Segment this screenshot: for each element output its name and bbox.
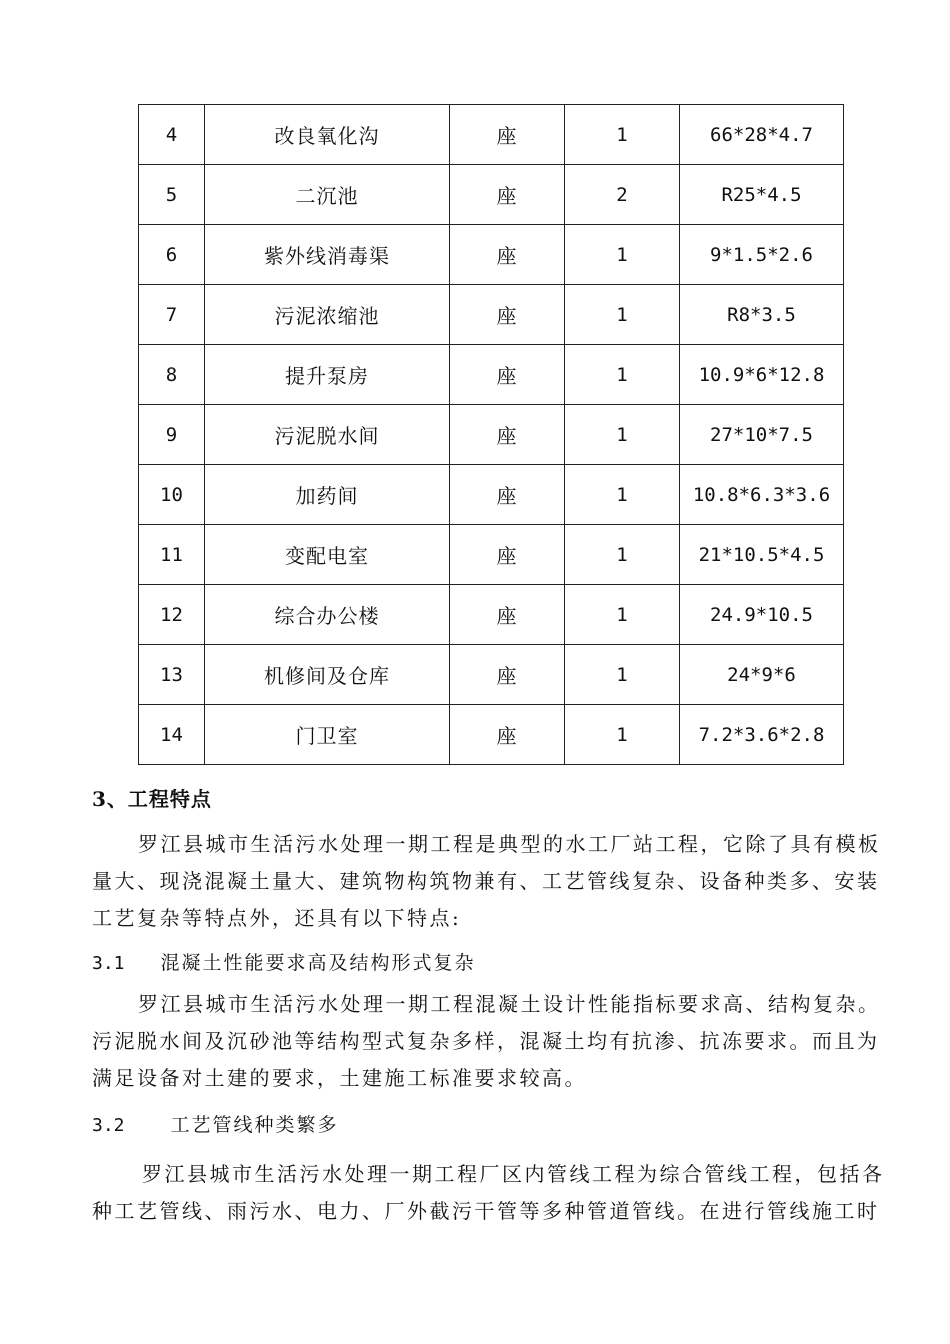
facility-name-cell: 改良氧化沟 [205,105,450,165]
unit-cell: 座 [450,285,565,345]
row-number-cell: 10 [139,465,205,525]
quantity-cell: 1 [565,465,680,525]
facility-name-cell: 污泥脱水间 [205,405,450,465]
unit-cell: 座 [450,165,565,225]
subsection-3-2-number: 3.2 [92,1115,125,1136]
unit-cell: 座 [450,465,565,525]
dimension-cell: R25*4.5 [680,165,844,225]
facility-name-cell: 综合办公楼 [205,585,450,645]
subsection-3-2-paragraph [92,1156,892,1230]
subsection-3-1-heading [92,948,476,975]
section-intro-paragraph [92,826,892,937]
row-number-cell: 12 [139,585,205,645]
dimension-cell: 10.8*6.3*3.6 [680,465,844,525]
facilities-table-body [139,105,844,765]
subsection-3-2-title: 工艺管线种类繁多 [170,1114,339,1136]
unit-cell: 座 [450,705,565,765]
facility-name-cell: 变配电室 [205,525,450,585]
facilities-table [138,104,844,765]
row-number-cell: 14 [139,705,205,765]
facility-name-cell: 提升泵房 [205,345,450,405]
row-number-cell: 9 [139,405,205,465]
unit-cell: 座 [450,645,565,705]
subsection-3-1-number: 3.1 [92,953,125,974]
row-number-cell: 8 [139,345,205,405]
row-number-cell: 11 [139,525,205,585]
quantity-cell: 1 [565,345,680,405]
facility-name-cell: 机修间及仓库 [205,645,450,705]
quantity-cell: 1 [565,285,680,345]
row-number-cell: 5 [139,165,205,225]
table-row [139,285,844,345]
dimension-cell: 9*1.5*2.6 [680,225,844,285]
table-row [139,405,844,465]
quantity-cell: 1 [565,105,680,165]
unit-cell: 座 [450,525,565,585]
section-heading: 3、工程特点 [92,787,212,811]
table-row [139,585,844,645]
table-row [139,705,844,765]
quantity-cell: 1 [565,585,680,645]
row-number-cell: 13 [139,645,205,705]
dimension-cell: 66*28*4.7 [680,105,844,165]
subsection-3-2-text: 罗江县城市生活污水处理一期工程厂区内管线工程为综合管线工程，包括各种工艺管线、雨污水、电力、厂外截污干管等多种管道管线。在进行管线施工时 [92,1162,885,1223]
dimension-cell: 21*10.5*4.5 [680,525,844,585]
unit-cell: 座 [450,345,565,405]
subsection-3-1-title: 混凝土性能要求高及结构形式复杂 [160,952,476,974]
subsection-3-2-heading [92,1110,339,1137]
facility-name-cell: 二沉池 [205,165,450,225]
unit-cell: 座 [450,585,565,645]
facility-name-cell: 加药间 [205,465,450,525]
quantity-cell: 1 [565,405,680,465]
unit-cell: 座 [450,225,565,285]
table-row [139,465,844,525]
dimension-cell: R8*3.5 [680,285,844,345]
dimension-cell: 24.9*10.5 [680,585,844,645]
quantity-cell: 1 [565,225,680,285]
quantity-cell: 1 [565,705,680,765]
table-row [139,525,844,585]
table-row [139,165,844,225]
row-number-cell: 6 [139,225,205,285]
table-row [139,645,844,705]
facility-name-cell: 门卫室 [205,705,450,765]
dimension-cell: 10.9*6*12.8 [680,345,844,405]
unit-cell: 座 [450,105,565,165]
dimension-cell: 24*9*6 [680,645,844,705]
table-row [139,105,844,165]
quantity-cell: 1 [565,525,680,585]
table-row [139,345,844,405]
facility-name-cell: 污泥浓缩池 [205,285,450,345]
quantity-cell: 1 [565,645,680,705]
subsection-3-1-paragraph [92,986,892,1097]
dimension-cell: 7.2*3.6*2.8 [680,705,844,765]
facility-name-cell: 紫外线消毒渠 [205,225,450,285]
section-intro-text: 罗江县城市生活污水处理一期工程是典型的水工厂站工程，它除了具有模板量大、现浇混凝土量大、建筑物构筑物兼有、工艺管线复杂、设备种类多、安装工艺复杂等特点外，还具有以下特点: [92,832,881,930]
subsection-3-1-text: 罗江县城市生活污水处理一期工程混凝土设计性能指标要求高、结构复杂。污泥脱水间及沉砂池等结构型式复杂多样，混凝土均有抗渗、抗冻要求。而且为满足设备对土建的要求，土建施工标准要求较高。 [92,992,881,1090]
dimension-cell: 27*10*7.5 [680,405,844,465]
quantity-cell: 2 [565,165,680,225]
table-row [139,225,844,285]
unit-cell: 座 [450,405,565,465]
row-number-cell: 7 [139,285,205,345]
row-number-cell: 4 [139,105,205,165]
